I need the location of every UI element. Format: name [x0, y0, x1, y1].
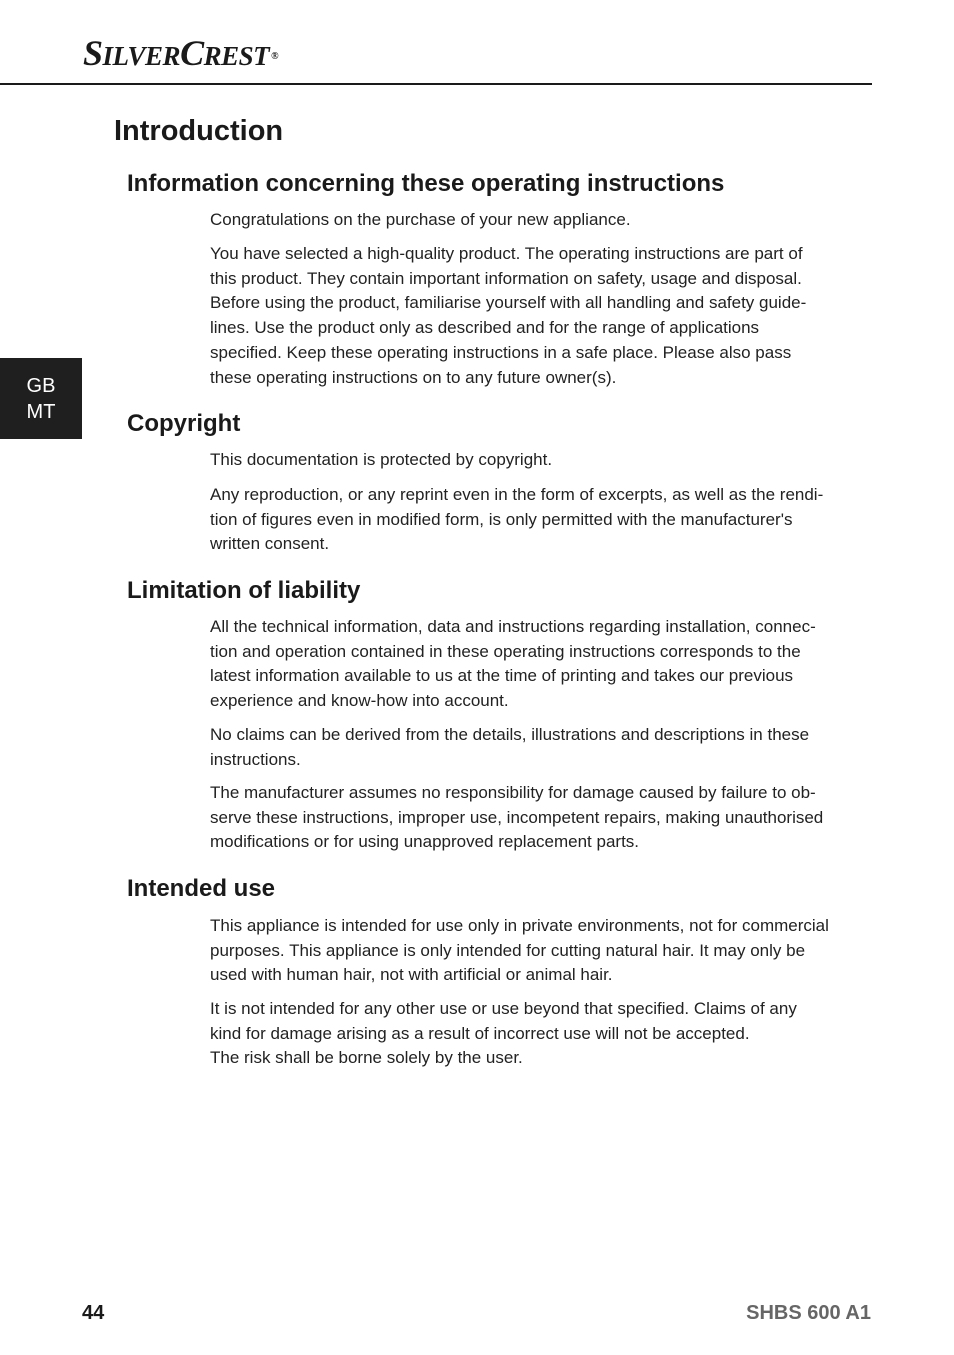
paragraph: All the technical information, data and instructions regarding installation, connec- tion and operation contained in these operating instructions corresponds to the latest information available to us at the time of printing and takes our previous experience and know-how into account.	[210, 617, 816, 711]
section-heading-copyright: Copyright	[127, 410, 241, 437]
paragraph: Congratulations on the purchase of your new appliance.	[210, 210, 631, 229]
page-title: Introduction	[114, 115, 284, 147]
paragraph: No claims can be derived from the details, illustrations and descriptions in these instructions.	[210, 725, 810, 769]
page-number: 44	[82, 1302, 105, 1324]
brand-logo: SILVERCREST ®	[83, 33, 279, 73]
paragraph: Any reproduction, or any reprint even in the form of excerpts, as well as the rendi- tion of figures even in modified form, is only permitted with the manufacturer's written consent.	[210, 485, 824, 554]
paragraph: This documentation is protected by copyright.	[210, 450, 553, 469]
language-tab	[0, 358, 82, 439]
section-heading-liability: Limitation of liability	[127, 577, 361, 604]
paragraph: This appliance is intended for use only in private environments, not for commercial purposes. This appliance is only intended for cutting natural hair. It may only be used with human hair, not with artificial or animal hair.	[210, 916, 829, 985]
header-rule	[0, 83, 872, 85]
section-heading-information: Information concerning these operating instructions	[127, 170, 725, 197]
language-code-gb: GB	[26, 374, 56, 397]
language-code-mt: MT	[26, 400, 56, 423]
paragraph: You have selected a high-quality product. The operating instructions are part of this product. They contain important information on safety, usage and disposal. Before using the product, familiarise yourself with all handling and safety guide- lines. Use the product only as described and for the range of applications specified. Keep these operating instructions in a safe place. Please also pass these operating instructions on to any future owner(s).	[210, 244, 807, 387]
paragraph: The manufacturer assumes no responsibility for damage caused by failure to ob- serve these instructions, improper use, incompetent repairs, making unauthorised modifications or for using unapproved replacement parts.	[210, 783, 824, 852]
model-number: SHBS 600 A1	[746, 1302, 871, 1324]
section-heading-intended-use: Intended use	[127, 875, 276, 902]
paragraph: It is not intended for any other use or use beyond that specified. Claims of any kind for damage arising as a result of incorrect use will not be accepted. The risk shall be borne solely by the user.	[210, 999, 797, 1068]
